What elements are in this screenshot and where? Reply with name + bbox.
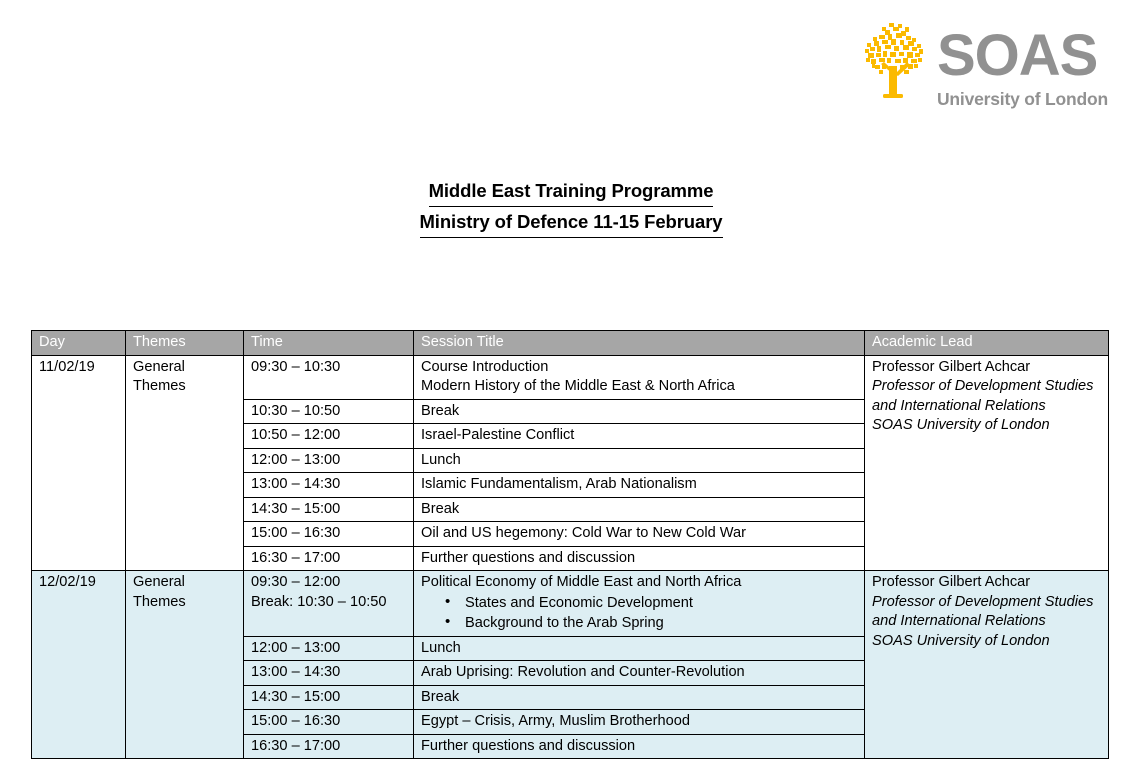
cell-session-title [414, 424, 865, 449]
session-line: Lunch [421, 639, 461, 656]
time-value: 12:00 – 13:00 [251, 451, 341, 468]
time-value: 16:30 – 17:00 [251, 549, 341, 566]
session-line: Break [421, 688, 460, 705]
column-header-themes: Themes [126, 331, 244, 356]
table-row [32, 355, 1109, 399]
table-header [32, 331, 1109, 356]
cell-day: 12/02/19 [32, 571, 126, 759]
academic-lead-title: and International Relations [872, 613, 1046, 629]
cell-time [244, 636, 414, 661]
session-line: Islamic Fundamentalism, Arab Nationalism [421, 476, 697, 492]
session-line: Further questions and discussion [421, 549, 636, 566]
cell-session-title [414, 448, 865, 473]
time-value: 16:30 – 17:00 [251, 737, 341, 754]
cell-day: 11/02/19 [32, 355, 126, 571]
academic-lead-institution: SOAS University of London [872, 417, 1050, 433]
cell-session-title [414, 685, 865, 710]
session-bullet-list [421, 593, 858, 634]
session-bullet-item: • Background to the Arab Spring [445, 613, 858, 634]
cell-time [244, 424, 414, 449]
academic-lead-title: and International Relations [872, 397, 1046, 414]
time-value: 09:30 – 10:30 [251, 358, 341, 375]
cell-academic-lead [865, 571, 1109, 759]
session-line: Break [421, 500, 460, 517]
academic-lead-institution: SOAS University of London [872, 632, 1050, 649]
cell-time [244, 661, 414, 686]
cell-time [244, 473, 414, 498]
time-value: 14:30 – 15:00 [251, 688, 341, 705]
academic-lead-title: Professor of Development Studies [872, 593, 1094, 610]
cell-time [244, 685, 414, 710]
time-value: 13:00 – 14:30 [251, 664, 341, 680]
column-header-day: Day [32, 331, 126, 356]
time-value: 14:30 – 15:00 [251, 500, 341, 517]
cell-time [244, 710, 414, 735]
academic-lead-name: Professor Gilbert Achcar [872, 574, 1031, 590]
time-value: 13:00 – 14:30 [251, 476, 341, 492]
table-body [32, 355, 1109, 759]
theme-line: Themes [133, 593, 186, 610]
cell-time [244, 522, 414, 547]
table-header-row [32, 331, 1109, 356]
cell-session-title [414, 546, 865, 571]
theme-line: General [133, 358, 185, 375]
session-line: Israel-Palestine Conflict [421, 427, 575, 443]
cell-time [244, 355, 414, 399]
soas-logo [855, 18, 1108, 110]
soas-wordmark: SOAS [936, 23, 1098, 88]
cell-session-title [414, 473, 865, 498]
cell-session-title [414, 636, 865, 661]
cell-time [244, 734, 414, 759]
time-break-value: Break: 10:30 – 10:50 [251, 593, 387, 610]
academic-lead-title: Professor of Development Studies [872, 378, 1094, 394]
column-header-time: Time [244, 331, 414, 356]
time-value: 09:30 – 12:00 [251, 574, 341, 590]
session-line: Political Economy of Middle East and North Africa [421, 574, 742, 590]
cell-session-title [414, 661, 865, 686]
session-line: Break [421, 402, 460, 419]
time-value: 15:00 – 16:30 [251, 713, 341, 729]
cell-session-title [414, 710, 865, 735]
cell-time [244, 448, 414, 473]
page-title [0, 176, 1142, 238]
session-line: Modern History of the Middle East & North Africa [421, 378, 735, 394]
cell-session-title [414, 355, 865, 399]
cell-theme [126, 571, 244, 759]
cell-time [244, 497, 414, 522]
title-line-2: Ministry of Defence 11-15 February [420, 207, 723, 238]
session-line: Oil and US hegemony: Cold War to New Cold War [421, 525, 746, 541]
schedule-table [31, 330, 1109, 759]
time-value: 10:50 – 12:00 [251, 427, 341, 443]
cell-time [244, 399, 414, 424]
academic-lead-name: Professor Gilbert Achcar [872, 358, 1031, 375]
theme-line: Themes [133, 378, 186, 394]
time-value: 12:00 – 13:00 [251, 639, 341, 656]
cell-time [244, 546, 414, 571]
session-line: Course Introduction [421, 358, 549, 375]
session-bullet-item: • States and Economic Development [445, 593, 858, 614]
cell-session-title [414, 522, 865, 547]
title-line-1: Middle East Training Programme [429, 176, 714, 207]
table-row [32, 571, 1109, 637]
cell-session-title [414, 399, 865, 424]
session-line: Lunch [421, 451, 461, 468]
session-line: Egypt – Crisis, Army, Muslim Brotherhood [421, 713, 690, 729]
soas-tree-icon [855, 18, 933, 106]
session-line: Further questions and discussion [421, 737, 636, 754]
session-line: Arab Uprising: Revolution and Counter-Revolution [421, 664, 745, 680]
schedule-table-container [31, 330, 1108, 759]
cell-session-title [414, 497, 865, 522]
soas-subtitle: University of London [936, 88, 1108, 109]
cell-time [244, 571, 414, 637]
theme-line: General [133, 574, 185, 590]
time-value: 15:00 – 16:30 [251, 525, 341, 541]
column-header-academic-lead: Academic Lead [865, 331, 1109, 356]
column-header-session-title: Session Title [414, 331, 865, 356]
cell-session-title [414, 571, 865, 637]
cell-session-title [414, 734, 865, 759]
cell-theme [126, 355, 244, 571]
cell-academic-lead [865, 355, 1109, 571]
time-value: 10:30 – 10:50 [251, 402, 341, 419]
